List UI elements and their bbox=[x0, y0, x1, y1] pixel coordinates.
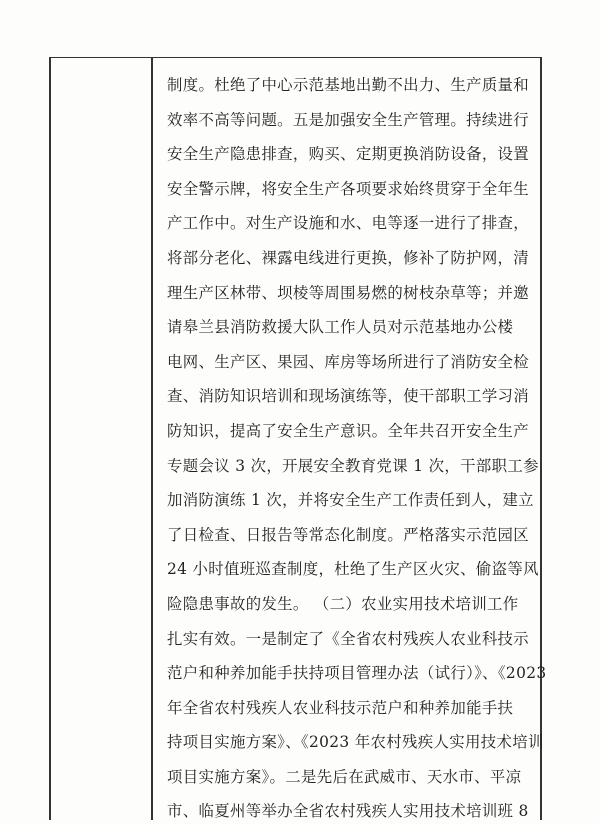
text-line: 理生产区林带、坝棱等周围易燃的树枝杂草等；并邀 bbox=[167, 283, 530, 302]
text-line: 效率不高等问题。五是加强安全生产管理。持续进行 bbox=[167, 110, 530, 129]
column-divider bbox=[151, 58, 153, 820]
text-line: 电网、生产区、果园、库房等场所进行了消防安全检 bbox=[167, 352, 530, 371]
text-line: 市、临夏州等举办全省农村残疾人实用技术培训班 8 bbox=[167, 802, 529, 821]
text-line: 险隐患事故的发生。 （二）农业实用技术培训工作 bbox=[167, 594, 519, 613]
text-line: 持项目实施方案》、《2023 年农村残疾人实用技术培训 bbox=[167, 733, 544, 752]
text-line: 查、消防知识培训和现场演练等，使干部职工学习消 bbox=[167, 387, 530, 406]
text-line: 24 小时值班巡查制度，杜绝了生产区火灾、偷盗等风 bbox=[167, 560, 539, 579]
text-line: 范户和种养加能手扶持项目管理办法（试行）》、《2023 bbox=[167, 664, 547, 683]
table-frame bbox=[49, 57, 547, 821]
text-line: 将部分老化、裸露电线进行更换，修补了防护网，清 bbox=[167, 248, 530, 267]
text-line: 产工作中。对生产设施和水、电等逐一进行了排查， bbox=[167, 214, 530, 233]
text-line: 加消防演练 1 次，并将安全生产工作责任到人，建立 bbox=[167, 491, 534, 510]
text-line: 项目实施方案》。二是先后在武威市、天水市、平凉 bbox=[167, 767, 522, 786]
text-line: 请皋兰县消防救援大队工作人员对示范基地办公楼 bbox=[167, 318, 514, 337]
text-line: 扎实有效。一是制定了《全省农村残疾人农业科技示 bbox=[167, 629, 530, 648]
text-line: 年全省农村残疾人农业科技示范户和种养加能手扶 bbox=[167, 698, 514, 717]
text-line: 安全警示牌，将安全生产各项要求始终贯穿于全年生 bbox=[167, 179, 530, 198]
table-cell-content bbox=[167, 68, 547, 829]
text-line: 防知识，提高了安全生产意识。全年共召开安全生产 bbox=[167, 421, 530, 440]
text-line: 了日检查、日报告等常态化制度。严格落实示范园区 bbox=[167, 525, 530, 544]
text-line: 制度。杜绝了中心示范基地出勤不出力、生产质量和 bbox=[167, 76, 530, 94]
text-line: 安全生产隐患排查，购买、定期更换消防设备，设置 bbox=[167, 145, 530, 164]
text-line: 专题会议 3 次，开展安全教育党课 1 次，干部职工参 bbox=[167, 456, 539, 475]
